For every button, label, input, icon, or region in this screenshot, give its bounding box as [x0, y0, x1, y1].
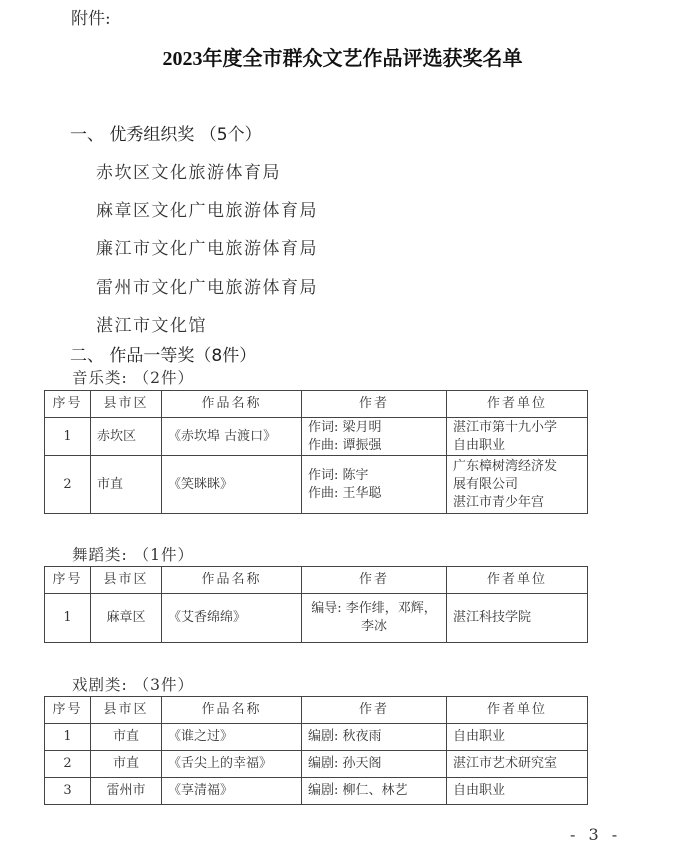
cell-unit: 湛江科技学院: [447, 594, 588, 643]
header-no: 序号: [45, 697, 91, 724]
cell-no: 3: [45, 778, 91, 805]
unit-line: 展有限公司: [453, 476, 519, 492]
cell-work: 《艾香绵绵》: [162, 594, 302, 643]
cell-work: 《赤坎埠 古渡口》: [162, 418, 302, 456]
cell-author: 编剧: 柳仁、林艺: [302, 778, 447, 805]
table-row: [45, 751, 588, 778]
org-item: 麻章区文化广电旅游体育局: [96, 201, 318, 221]
music-table: [44, 390, 588, 514]
document-title: 2023年度全市群众文艺作品评选获奖名单: [162, 48, 523, 70]
cell-author: [302, 418, 447, 456]
cell-author: [302, 456, 447, 514]
table-row: [45, 456, 588, 514]
cell-unit: 自由职业: [447, 724, 588, 751]
org-item: 雷州市文化广电旅游体育局: [96, 278, 318, 298]
cell-work: 《舌尖上的幸福》: [162, 751, 302, 778]
header-work: 作品名称: [162, 567, 302, 594]
header-district: 县市区: [91, 391, 162, 418]
cell-district: 市直: [91, 456, 162, 514]
cell-unit: 湛江市艺术研究室: [447, 751, 588, 778]
org-item: 廉江市文化广电旅游体育局: [96, 239, 318, 259]
header-unit: 作者单位: [447, 567, 588, 594]
dance-table: [44, 566, 588, 643]
cell-district: 市直: [91, 751, 162, 778]
table-header-row: [45, 391, 588, 418]
cell-author: 编剧: 秋夜雨: [302, 724, 447, 751]
author-line: 作曲: 王华聪: [308, 485, 382, 501]
cell-district: 雷州市: [91, 778, 162, 805]
unit-line: 自由职业: [453, 437, 506, 453]
dance-category-label: 舞蹈类: （1件）: [72, 546, 195, 564]
table-header-row: [45, 567, 588, 594]
section2-heading: 二、 作品一等奖（8件）: [70, 346, 257, 366]
cell-no: 1: [45, 594, 91, 643]
section1-heading: 一、 优秀组织奖 （5个）: [70, 125, 262, 145]
header-no: 序号: [45, 567, 91, 594]
table-row: [45, 594, 588, 643]
attachment-label: 附件:: [71, 9, 111, 29]
cell-unit: [447, 456, 588, 514]
cell-no: 1: [45, 418, 91, 456]
org-item: 赤坎区文化旅游体育局: [96, 163, 281, 183]
table-row: [45, 724, 588, 751]
drama-table: [44, 696, 588, 805]
header-work: 作品名称: [162, 697, 302, 724]
cell-author: [302, 594, 447, 643]
header-unit: 作者单位: [447, 697, 588, 724]
unit-line: 广东樟树湾经济发: [453, 458, 558, 474]
header-work: 作品名称: [162, 391, 302, 418]
author-line: 作词: 陈宇: [308, 467, 369, 483]
unit-line: 湛江市青少年宫: [453, 494, 545, 510]
header-district: 县市区: [91, 697, 162, 724]
cell-no: 2: [45, 456, 91, 514]
header-district: 县市区: [91, 567, 162, 594]
author-line: 作曲: 谭振强: [308, 437, 382, 453]
page-number: - 3 -: [570, 825, 622, 844]
cell-work: 《笑眯眯》: [162, 456, 302, 514]
cell-district: 市直: [91, 724, 162, 751]
header-author: 作者: [302, 391, 447, 418]
cell-unit: 自由职业: [447, 778, 588, 805]
drama-category-label: 戏剧类: （3件）: [72, 676, 195, 694]
cell-no: 2: [45, 751, 91, 778]
table-header-row: [45, 697, 588, 724]
music-category-label: 音乐类: （2件）: [72, 369, 195, 387]
cell-author: 编剧: 孙天阁: [302, 751, 447, 778]
author-line: 李冰: [360, 619, 387, 634]
header-no: 序号: [45, 391, 91, 418]
org-item: 湛江市文化馆: [96, 316, 207, 336]
author-line: 作词: 梁月明: [308, 419, 382, 435]
author-line: 编导: 李作绯，邓辉，: [311, 601, 437, 616]
unit-line: 湛江市第十九小学: [453, 419, 558, 435]
table-row: [45, 418, 588, 456]
cell-work: 《谁之过》: [162, 724, 302, 751]
cell-district: 麻章区: [91, 594, 162, 643]
table-row: [45, 778, 588, 805]
cell-district: 赤坎区: [91, 418, 162, 456]
cell-work: 《享清福》: [162, 778, 302, 805]
header-unit: 作者单位: [447, 391, 588, 418]
header-author: 作者: [302, 567, 447, 594]
cell-unit: [447, 418, 588, 456]
cell-no: 1: [45, 724, 91, 751]
header-author: 作者: [302, 697, 447, 724]
